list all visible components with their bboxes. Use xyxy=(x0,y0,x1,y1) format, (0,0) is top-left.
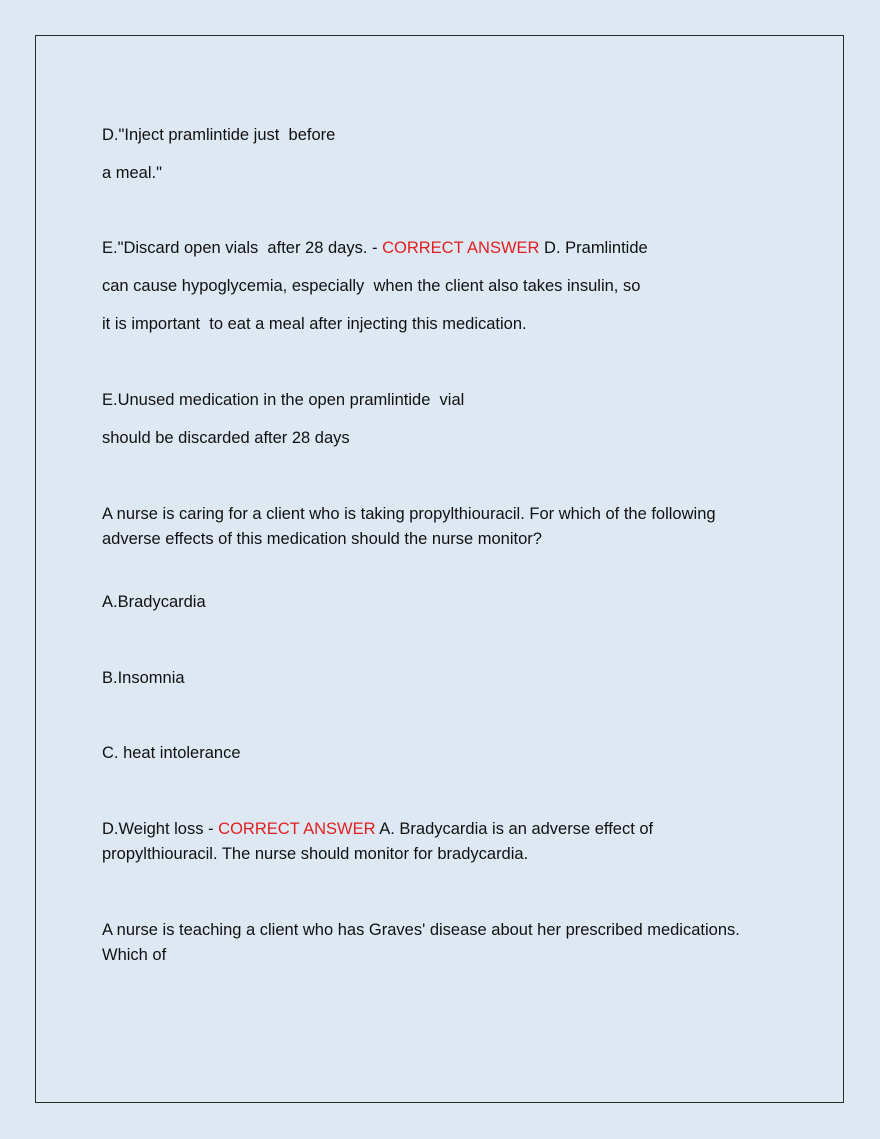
correct-answer-label: CORRECT ANSWER xyxy=(382,239,540,257)
option-d-answer-line xyxy=(102,817,653,842)
rationale-e-line-1: E.Unused medication in the open pramlintide vial xyxy=(102,391,465,409)
option-d-line-1: D."Inject pramlintide just before xyxy=(102,126,336,144)
question-line-2: adverse effects of this medication should the nurse monitor? xyxy=(102,530,542,548)
rationale-e-line-2: should be discarded after 28 days xyxy=(102,429,350,447)
option-e-text: E."Discard open vials after 28 days. - xyxy=(102,239,383,257)
option-a: A.Bradycardia xyxy=(102,593,206,611)
rationale-line-3: it is important to eat a meal after injecting this medication. xyxy=(102,315,527,333)
option-e-answer-line xyxy=(102,236,648,261)
correct-answer-label: CORRECT ANSWER xyxy=(218,820,376,838)
next-question-line-2: Which of xyxy=(102,946,167,964)
option-d-text: D.Weight loss - xyxy=(102,820,219,838)
rationale-line-2: propylthiouracil. The nurse should monitor for bradycardia. xyxy=(102,845,529,863)
option-b: B.Insomnia xyxy=(102,669,185,687)
question-line-1: A nurse is caring for a client who is taking propylthiouracil. For which of the following xyxy=(102,505,716,523)
rationale-line-2: can cause hypoglycemia, especially when the client also takes insulin, so xyxy=(102,277,641,295)
rationale-start: D. Pramlintide xyxy=(539,239,648,257)
option-c: C. heat intolerance xyxy=(102,744,241,762)
option-d-line-2: a meal." xyxy=(102,164,162,182)
next-question-line-1: A nurse is teaching a client who has Graves' disease about her prescribed medications. xyxy=(102,921,740,939)
rationale-start: A. Bradycardia is an adverse effect of xyxy=(375,820,654,838)
